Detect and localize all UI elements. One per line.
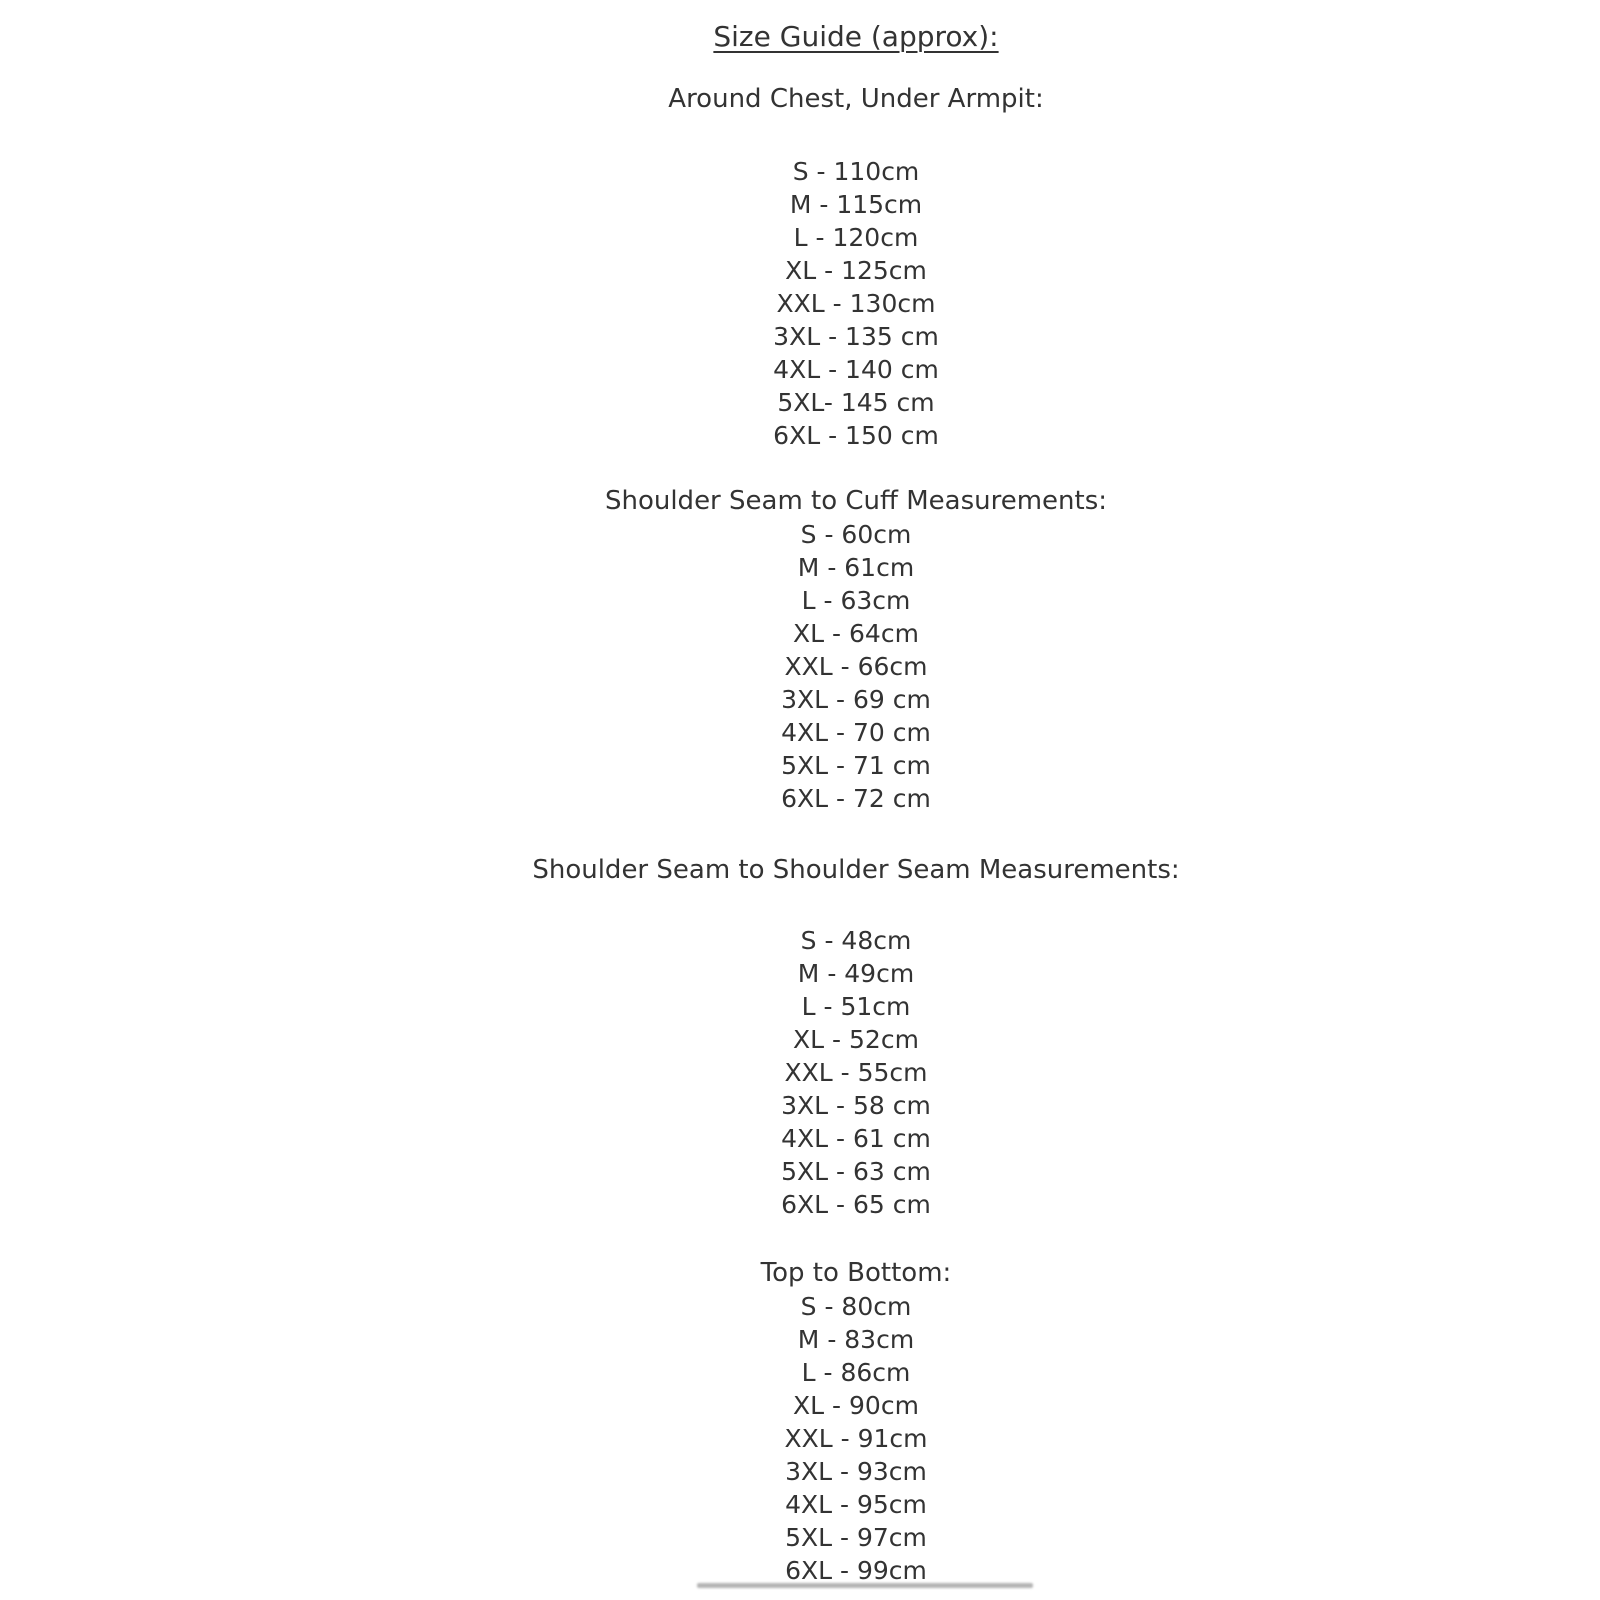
size-row: 6XL - 99cm bbox=[785, 1556, 927, 1585]
section-heading-length: Top to Bottom: bbox=[760, 1258, 952, 1288]
size-row: 3XL - 135 cm bbox=[773, 322, 939, 351]
section-chest-list bbox=[112, 155, 1600, 452]
size-row: 5XL - 97cm bbox=[785, 1523, 927, 1552]
size-row: M - 83cm bbox=[797, 1325, 915, 1354]
section-cuff-list bbox=[112, 518, 1600, 815]
size-row: 4XL - 61 cm bbox=[781, 1124, 931, 1153]
section-length-list bbox=[112, 1290, 1600, 1587]
size-row: XXL - 91cm bbox=[784, 1424, 928, 1453]
size-row: XXL - 66cm bbox=[784, 652, 928, 681]
size-row: L - 63cm bbox=[801, 586, 911, 615]
size-row: 4XL - 95cm bbox=[785, 1490, 927, 1519]
size-row: 5XL - 63 cm bbox=[781, 1157, 931, 1186]
size-row: L - 86cm bbox=[801, 1358, 911, 1387]
size-row: 3XL - 93cm bbox=[785, 1457, 927, 1486]
section-heading-cuff: Shoulder Seam to Cuff Measurements: bbox=[604, 486, 1108, 516]
section-heading-shoulder: Shoulder Seam to Shoulder Seam Measurements: bbox=[532, 855, 1180, 885]
size-row: 3XL - 69 cm bbox=[781, 685, 931, 714]
size-row: 6XL - 150 cm bbox=[773, 421, 939, 450]
size-row: XL - 125cm bbox=[785, 256, 927, 285]
size-row: 4XL - 140 cm bbox=[773, 355, 939, 384]
size-row: 6XL - 65 cm bbox=[781, 1190, 931, 1219]
size-row: XXL - 55cm bbox=[784, 1058, 928, 1087]
page-title: Size Guide (approx): bbox=[713, 20, 999, 53]
size-row: M - 61cm bbox=[797, 553, 915, 582]
size-row: 3XL - 58 cm bbox=[781, 1091, 931, 1120]
size-row: 6XL - 72 cm bbox=[781, 784, 931, 813]
size-row: M - 49cm bbox=[797, 959, 915, 988]
section-shoulder-list bbox=[112, 924, 1600, 1221]
section-heading-chest: Around Chest, Under Armpit: bbox=[668, 84, 1044, 114]
cropped-text-remnant bbox=[697, 1583, 1033, 1588]
size-row: S - 48cm bbox=[800, 926, 912, 955]
size-row: S - 60cm bbox=[800, 520, 912, 549]
size-row: S - 80cm bbox=[800, 1292, 912, 1321]
size-row: 4XL - 70 cm bbox=[781, 718, 931, 747]
size-row: XL - 64cm bbox=[793, 619, 919, 648]
size-row: S - 110cm bbox=[792, 157, 920, 186]
size-row: 5XL - 71 cm bbox=[781, 751, 931, 780]
size-row: L - 120cm bbox=[793, 223, 919, 252]
size-row: XL - 52cm bbox=[793, 1025, 919, 1054]
size-row: XXL - 130cm bbox=[776, 289, 936, 318]
size-row: XL - 90cm bbox=[793, 1391, 919, 1420]
size-row: L - 51cm bbox=[801, 992, 911, 1021]
size-row: M - 115cm bbox=[789, 190, 923, 219]
size-row: 5XL- 145 cm bbox=[777, 388, 935, 417]
